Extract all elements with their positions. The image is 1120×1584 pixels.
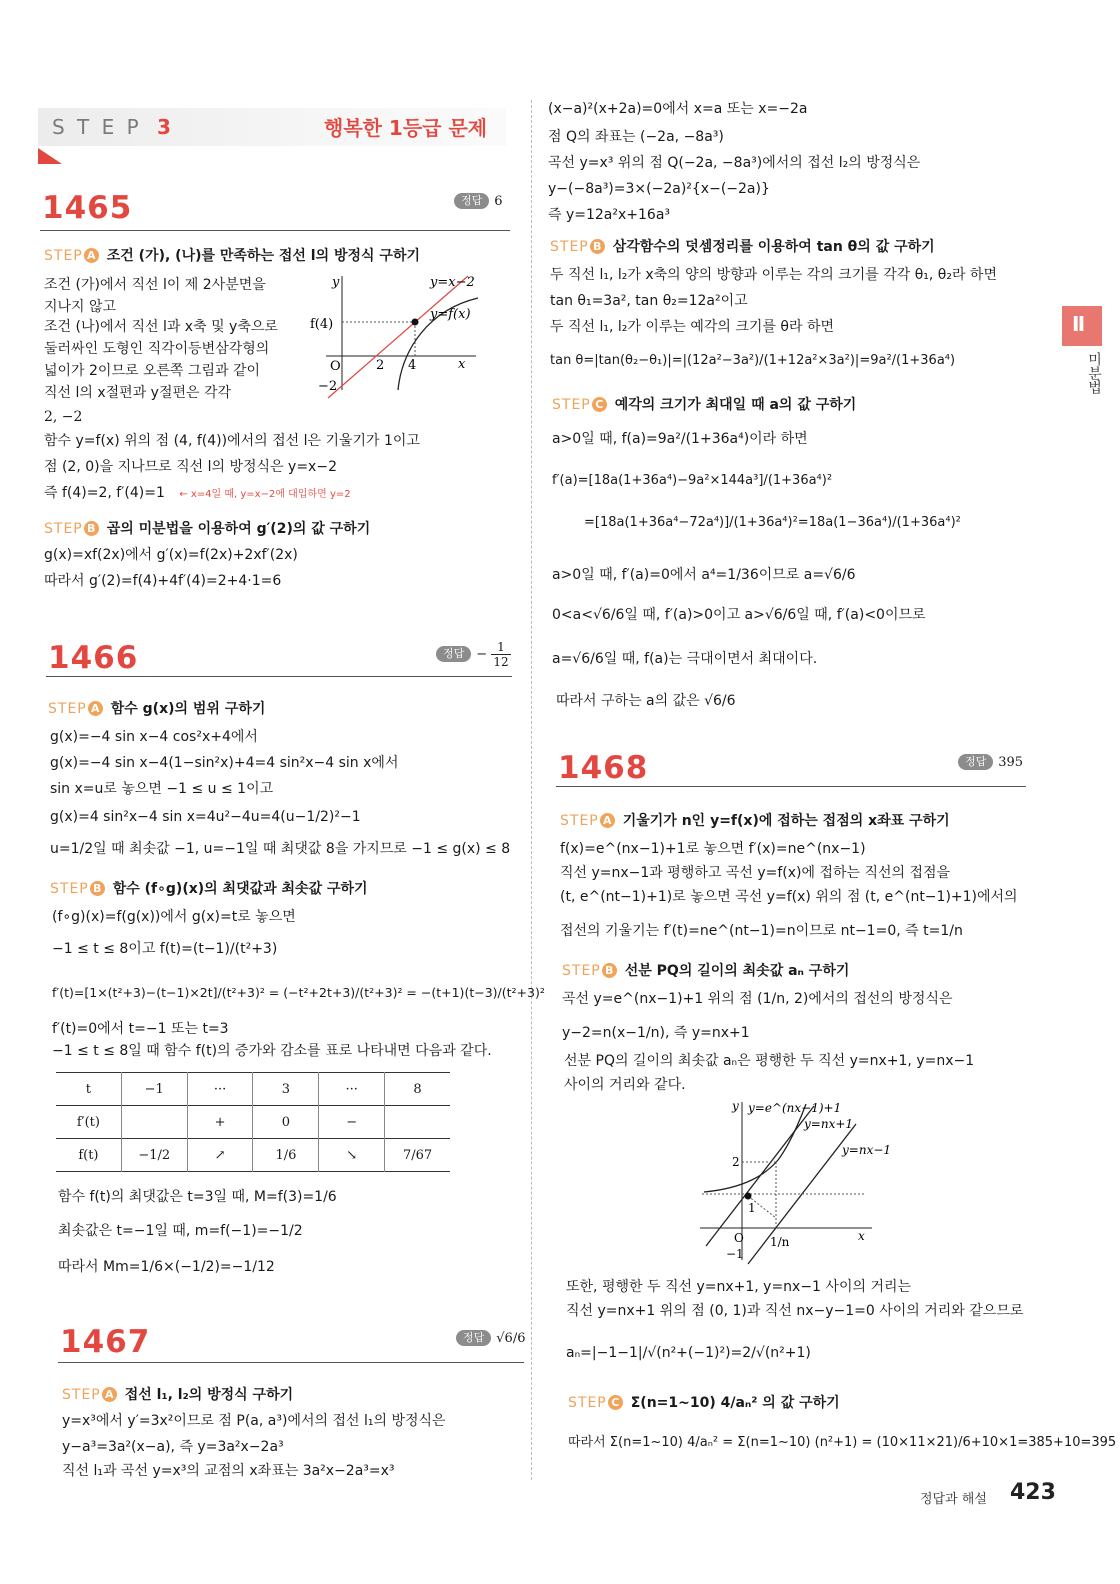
divider-1466 <box>46 676 512 677</box>
step-tag: STEP <box>562 963 601 979</box>
step-c-1467 <box>552 394 856 414</box>
text-line: 두 직선 l₁, l₂가 x축의 양의 방향과 이루는 각의 크기를 각각 θ₁, θ₂라 하면 <box>550 267 997 283</box>
text-line: 함수 y=f(x) 위의 점 (4, f(4))에서의 접선 l은 기울기가 1이고 <box>44 433 420 449</box>
tick-2: 2 <box>732 1155 740 1169</box>
text-line: 또한, 평행한 두 직선 y=nx+1, y=nx−1 사이의 거리는 <box>566 1279 912 1295</box>
step-tag: STEP <box>50 881 89 897</box>
answer-1467 <box>456 1330 525 1346</box>
text-line: g(x)=xf(2x)에서 g′(x)=f(2x)+2xf′(2x) <box>44 547 298 563</box>
step-tag: STEP <box>560 813 599 829</box>
step-title-text: 곱의 미분법을 이용하여 g′(2)의 값 구하기 <box>106 521 371 537</box>
answer-badge: 정답 <box>454 193 489 209</box>
divider-1465 <box>40 230 510 231</box>
answer-value: √6/6 <box>496 1331 526 1346</box>
step-title-text: 선분 PQ의 길이의 최솟값 aₙ 구하기 <box>624 963 850 979</box>
page-number: 423 <box>1010 1480 1056 1505</box>
text-line: g(x)=−4 sin x−4 cos²x+4에서 <box>50 729 258 745</box>
text-line: 사이의 거리와 같다. <box>564 1077 686 1093</box>
step-letter: C <box>608 1395 623 1410</box>
table-row <box>56 1106 450 1139</box>
text-line: 접선의 기울기는 f′(t)=ne^(nt−1)=n이므로 nt−1=0, 즉 t=1/n <box>560 923 963 939</box>
step-b-1468 <box>562 960 849 980</box>
table-cell: f(t) <box>56 1139 121 1172</box>
table-cell: ↗ <box>187 1139 253 1172</box>
table-cell: 0 <box>253 1106 319 1139</box>
text-line: 점 (2, 0)을 지나므로 직선 l의 방정식은 y=x−2 <box>44 459 337 475</box>
text-line: y−a³=3a²(x−a), 즉 y=3a²x−2a³ <box>62 1439 284 1455</box>
sign-table <box>56 1072 450 1172</box>
text-line: 지나지 않고 <box>44 299 117 315</box>
table-cell: 1/6 <box>253 1139 319 1172</box>
text-line: −1 ≤ t ≤ 8일 때 함수 f(t)의 증가와 감소를 표로 나타내면 다음과 같다. <box>52 1043 492 1059</box>
label-origin: O <box>330 359 341 374</box>
label-l2: y=nx−1 <box>842 1143 892 1157</box>
table-cell: 3 <box>253 1073 319 1106</box>
table-cell <box>121 1106 187 1139</box>
text-line: 곡선 y=e^(nx−1)+1 위의 점 (1/n, 2)에서의 접선의 방정식은 <box>562 991 953 1007</box>
text-line: tan θ₁=3a², tan θ₂=12a²이고 <box>550 293 748 309</box>
text-line: 직선 l₁과 곡선 y=x³의 교점의 x좌표는 3a²x−2a³=x³ <box>62 1463 395 1479</box>
table-row <box>56 1073 450 1106</box>
tick-4: 4 <box>408 358 417 373</box>
tangent-point <box>412 319 419 326</box>
text-line: (x−a)²(x+2a)=0에서 x=a 또는 x=−2a <box>548 101 808 117</box>
graph-1465 <box>308 270 508 400</box>
label-f4: f(4) <box>310 317 334 332</box>
step-title-text: 삼각함수의 덧셈정리를 이용하여 tan θ의 값 구하기 <box>612 239 935 255</box>
step-a-1467 <box>62 1384 293 1404</box>
divider-1468 <box>556 786 1026 787</box>
text-line: 2, −2 <box>44 409 83 425</box>
step-letter: B <box>84 521 99 536</box>
text-line: a>0일 때, f(a)=9a²/(1+36a⁴)이라 하면 <box>552 431 808 447</box>
text-line: 따라서 g′(2)=f(4)+4f′(4)=2+4·1=6 <box>44 573 282 589</box>
point-0-1 <box>745 1193 752 1200</box>
text-line: 선분 PQ의 길이의 최솟값 aₙ은 평행한 두 직선 y=nx+1, y=nx−1 <box>564 1053 975 1069</box>
step-tag: STEP <box>44 521 83 537</box>
label-x: x <box>458 357 466 372</box>
step-letter: C <box>592 397 607 412</box>
text-line: 따라서 Σ(n=1~10) 4/aₙ² = Σ(n=1~10) (n²+1) = (10×11×21)/6+10×1=385+10=395 <box>568 1435 1117 1450</box>
step-c-1468 <box>568 1392 840 1412</box>
problem-number-1468: 1468 <box>558 750 649 786</box>
text-line: g(x)=4 sin²x−4 sin x=4u²−4u=4(u−1/2)²−1 <box>50 809 361 825</box>
tangent-line-l <box>328 276 468 398</box>
step-tag: STEP <box>44 248 83 264</box>
text-line: 조건 (나)에서 직선 l과 x축 및 y축으로 <box>44 319 278 335</box>
numerator: 1 <box>491 640 510 655</box>
label-l2: y=f(x) <box>430 307 471 322</box>
text-line: −1 ≤ t ≤ 8이고 f(t)=(t−1)/(t²+3) <box>52 941 278 957</box>
text-line: 0<a<√6/6일 때, f′(a)>0이고 a>√6/6일 때, f′(a)<0이므로 <box>552 607 926 623</box>
step-letter: B <box>602 963 617 978</box>
step-a-1466 <box>48 698 265 718</box>
step-letter: B <box>90 881 105 896</box>
label-x: x <box>858 1229 865 1243</box>
answer-1468 <box>958 754 1023 770</box>
text-line: tan θ=|tan(θ₂−θ₁)|=|(12a²−3a²)/(1+12a²×3a²)|=9a²/(1+36a⁴) <box>550 353 956 368</box>
text-line: 곡선 y=x³ 위의 점 Q(−2a, −8a³)에서의 접선 l₂의 방정식은 <box>548 155 921 171</box>
step-a-1468 <box>560 810 950 830</box>
text-line: y−2=n(x−1/n), 즉 y=nx+1 <box>562 1025 750 1041</box>
text-line: a>0일 때, f′(a)=0에서 a⁴=1/36이므로 a=√6/6 <box>552 567 856 583</box>
text-line <box>44 484 351 504</box>
table-row <box>56 1139 450 1172</box>
tick-1: 1 <box>748 1201 756 1215</box>
header-title: 행복한 1등급 문제 <box>324 116 488 140</box>
table-cell: 8 <box>385 1073 450 1106</box>
step-b-1466 <box>50 878 368 898</box>
text-line: y=x³에서 y′=3x²이므로 점 P(a, a³)에서의 접선 l₁의 방정식은 <box>62 1413 446 1429</box>
side-tab-label: 미분법 <box>1086 352 1102 394</box>
step-letter: A <box>88 701 103 716</box>
answer-1466 <box>436 640 511 669</box>
label-curve: y=e^(nx−1)+1 <box>748 1101 842 1115</box>
footer-label: 정답과 해설 <box>920 1492 987 1507</box>
step-b-1465 <box>44 518 370 538</box>
table-cell: −1/2 <box>121 1139 187 1172</box>
denominator: 12 <box>493 655 509 669</box>
text-line-main: 즉 f(4)=2, f′(4)=1 <box>44 485 165 501</box>
step-title-text: 접선 l₁, l₂의 방정식 구하기 <box>124 1387 294 1403</box>
answer-badge: 정답 <box>958 754 993 770</box>
step-tag: STEP <box>568 1395 607 1411</box>
text-line: =[18a(1+36a⁴−72a⁴)]/(1+36a⁴)²=18a(1−36a⁴)/(1+36a⁴)² <box>584 515 961 530</box>
answer-badge: 정답 <box>456 1330 491 1346</box>
text-line: sin x=u로 놓으면 −1 ≤ u ≤ 1이고 <box>50 781 274 797</box>
answer-value: 6 <box>494 194 503 209</box>
step-letter: A <box>84 248 99 263</box>
label-y: y <box>732 1099 739 1113</box>
text-line: 직선 y=nx−1과 평행하고 곡선 y=f(x)에 접하는 직선의 접점을 <box>560 865 951 881</box>
text-line: 넓이가 2이므로 오른쪽 그림과 같이 <box>44 363 261 379</box>
side-note: ← x=4일 때, y=x−2에 대입하면 y=2 <box>179 489 351 500</box>
text-line: f′(t)=[1×(t²+3)−(t−1)×2t]/(t²+3)² = (−t²+2t+3)/(t²+3)² = −(t+1)(t−3)/(t²+3)² <box>52 985 545 1000</box>
table-cell: 7/67 <box>385 1139 450 1172</box>
step-title-text: 조건 (가), (나)를 만족하는 접선 l의 방정식 구하기 <box>106 248 420 264</box>
tick-1-over-n: 1/n <box>770 1235 790 1249</box>
text-line: 직선 l의 x절편과 y절편은 각각 <box>44 385 232 401</box>
text-line: 따라서 Mm=1/6×(−1/2)=−1/12 <box>58 1259 275 1275</box>
table-cell: ··· <box>319 1073 385 1106</box>
text-line: 최솟값은 t=−1일 때, m=f(−1)=−1/2 <box>58 1223 303 1239</box>
text-line: f′(t)=0에서 t=−1 또는 t=3 <box>52 1021 229 1037</box>
step-tag: STEP <box>48 701 87 717</box>
tick-minus-2: −2 <box>318 379 338 394</box>
graph-1468 <box>696 1096 926 1266</box>
step-title-text: 기울기가 n인 y=f(x)에 접하는 접점의 x좌표 구하기 <box>622 813 950 829</box>
problem-number-1465: 1465 <box>42 190 133 226</box>
text-line: g(x)=−4 sin x−4(1−sin²x)+4=4 sin²x−4 sin x에서 <box>50 755 399 771</box>
text-line: 직선 y=nx+1 위의 점 (0, 1)과 직선 nx−y−1=0 사이의 거리와 같으므로 <box>566 1303 1024 1319</box>
step-title-text: 예각의 크기가 최대일 때 a의 값 구하기 <box>614 397 857 413</box>
table-cell: + <box>187 1106 253 1139</box>
step-b-1467 <box>550 236 935 256</box>
text-line: 즉 y=12a²x+16a³ <box>548 207 671 223</box>
table-cell: − <box>319 1106 385 1139</box>
step-title-text: 함수 (f∘g)(x)의 최댓값과 최솟값 구하기 <box>112 881 368 897</box>
table-cell: ↘ <box>319 1139 385 1172</box>
table-cell: t <box>56 1073 121 1106</box>
step-letter: A <box>102 1387 117 1402</box>
text-line: aₙ=|−1−1|/√(n²+(−1)²)=2/√(n²+1) <box>566 1345 811 1361</box>
step-tag: STEP <box>550 239 589 255</box>
answer-1465 <box>454 193 503 209</box>
step-number: 3 <box>157 115 174 139</box>
answer-fraction <box>491 640 510 669</box>
step-title-text: Σ(n=1~10) 4/aₙ² 의 값 구하기 <box>630 1395 840 1411</box>
text-line: f′(a)=[18a(1+36a⁴)−9a²×144a³]/(1+36a⁴)² <box>552 473 833 488</box>
text-line: y−(−8a³)=3×(−2a)²{x−(−2a)} <box>548 181 770 197</box>
label-l1: y=nx+1 <box>804 1117 854 1131</box>
text-line: a=√6/6일 때, f(a)는 극대이면서 최대이다. <box>552 651 818 667</box>
table-cell: ··· <box>187 1073 253 1106</box>
text-line: u=1/2일 때 최솟값 −1, u=−1일 때 최댓값 8을 가지므로 −1 ≤ g(x) ≤ 8 <box>50 841 511 857</box>
answer-value: 395 <box>998 755 1024 770</box>
problem-number-1466: 1466 <box>48 640 139 676</box>
answer-badge: 정답 <box>436 646 471 662</box>
step-title-text: 함수 g(x)의 범위 구하기 <box>110 701 266 717</box>
header-corner-mark <box>38 148 62 164</box>
step-letter: B <box>590 239 605 254</box>
text-line: 함수 f(t)의 최댓값은 t=3일 때, M=f(3)=1/6 <box>58 1189 337 1205</box>
step-tag: STEP <box>552 397 591 413</box>
curve-exp <box>704 1104 806 1192</box>
step-letter: A <box>600 813 615 828</box>
table-cell: f′(t) <box>56 1106 121 1139</box>
text-line: (t, e^(nt−1)+1)로 놓으면 곡선 y=f(x) 위의 점 (t, e^(nt−1)+1)에서의 <box>560 889 1018 905</box>
step-tag: STEP <box>62 1387 101 1403</box>
table-cell <box>385 1106 450 1139</box>
side-tab-number: Ⅱ <box>1072 312 1086 336</box>
label-y: y <box>332 275 340 290</box>
tick-minus-1: −1 <box>726 1247 744 1261</box>
divider-1467 <box>58 1362 524 1363</box>
step-a-1465 <box>44 245 420 265</box>
table-cell: −1 <box>121 1073 187 1106</box>
text-line: 점 Q의 좌표는 (−2a, −8a³) <box>548 129 724 145</box>
answer-sign: − <box>476 647 488 662</box>
text-line: 두 직선 l₁, l₂가 이루는 예각의 크기를 θ라 하면 <box>550 319 835 335</box>
text-line: 조건 (가)에서 직선 l이 제 2사분면을 <box>44 277 266 293</box>
tick-2: 2 <box>376 358 385 373</box>
text-line: f(x)=e^(nx−1)+1로 놓으면 f′(x)=ne^(nx−1) <box>560 841 866 857</box>
problem-number-1467: 1467 <box>60 1324 151 1360</box>
text-line: (f∘g)(x)=f(g(x))에서 g(x)=t로 놓으면 <box>52 909 296 925</box>
label-l1: y=x−2 <box>430 275 475 290</box>
text-line: 따라서 구하는 a의 값은 √6/6 <box>556 693 736 709</box>
text-line: 둘러싸인 도형인 직각이등변삼각형의 <box>44 341 270 357</box>
label-origin: O <box>734 1231 744 1245</box>
column-divider <box>531 100 532 1480</box>
header-step-label <box>52 115 174 139</box>
step-label-text: S T E P <box>52 115 142 139</box>
